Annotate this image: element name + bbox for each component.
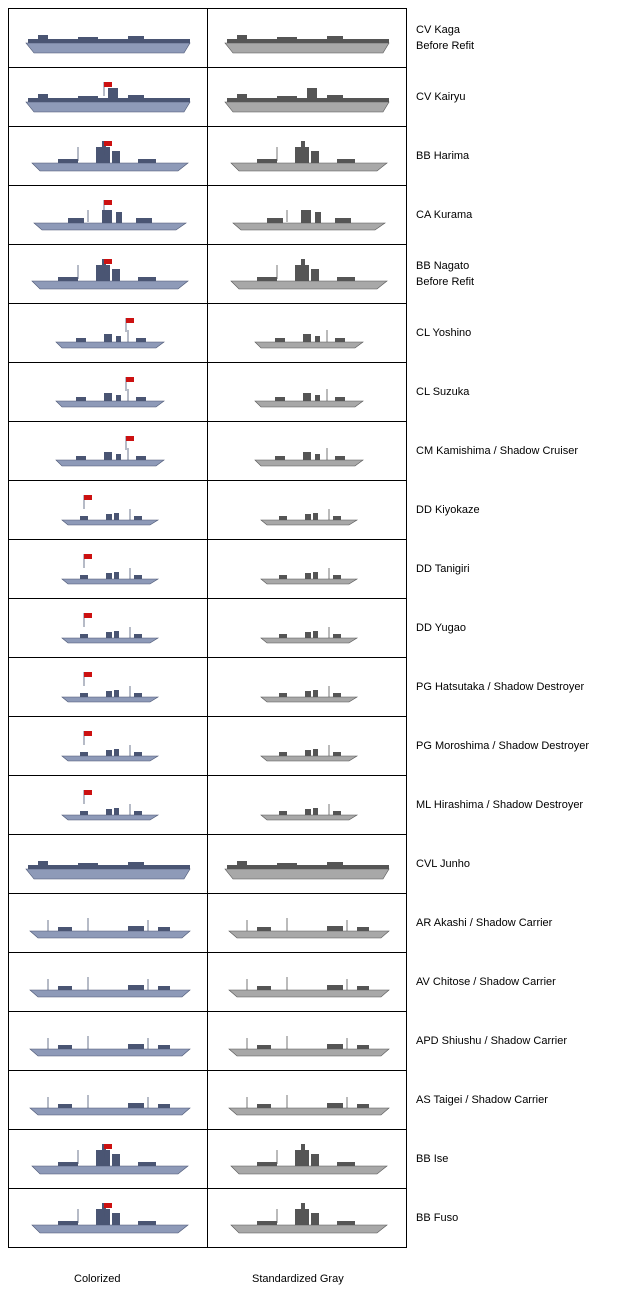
ship-silhouette (18, 662, 198, 712)
colorized-ship-cell (9, 1012, 208, 1071)
colorized-ship-cell (9, 658, 208, 717)
gray-ship-cell (208, 658, 407, 717)
ship-row (9, 776, 407, 835)
colorized-ship-cell (9, 540, 208, 599)
ship-row (9, 894, 407, 953)
gray-ship-cell (208, 953, 407, 1012)
ship-silhouette (217, 721, 397, 771)
ship-name-line: CV Kairyu (416, 90, 466, 103)
ship-name (408, 480, 630, 539)
ship-silhouette (217, 1075, 397, 1125)
colorized-ship-cell (9, 1130, 208, 1189)
ship-name (408, 1188, 630, 1247)
ship-name-line: BB Harima (416, 149, 470, 162)
ship-name (408, 598, 630, 657)
ship-silhouette (18, 1134, 198, 1184)
gray-ship-cell (208, 9, 407, 68)
ship-silhouette (18, 13, 198, 63)
ship-name-line: PG Moroshima / Shadow Destroyer (416, 739, 590, 752)
colorized-ship-cell (9, 1189, 208, 1248)
ship-name (408, 303, 630, 362)
ship-name-line: CM Kamishima / Shadow Cruiser (416, 444, 578, 457)
colorized-ship-cell (9, 776, 208, 835)
ship-silhouette (217, 839, 397, 889)
colorized-ship-cell (9, 127, 208, 186)
ship-name-column (408, 8, 630, 1247)
ship-row (9, 245, 407, 304)
ship-name-line: Before Refit (416, 39, 475, 52)
ship-row (9, 540, 407, 599)
ship-row (9, 599, 407, 658)
gray-ship-cell (208, 540, 407, 599)
colorized-ship-cell (9, 68, 208, 127)
ship-silhouette (18, 957, 198, 1007)
gray-ship-cell (208, 1071, 407, 1130)
ship-name-line: AS Taigei / Shadow Carrier (416, 1093, 548, 1106)
gray-ship-cell (208, 304, 407, 363)
ship-name-line: CVL Junho (416, 857, 471, 870)
ship-name-line: CL Suzuka (416, 385, 470, 398)
ship-silhouette (18, 603, 198, 653)
ship-silhouette (18, 1016, 198, 1066)
gray-ship-cell (208, 599, 407, 658)
ship-name (408, 716, 630, 775)
ship-row (9, 1130, 407, 1189)
ship-silhouette (18, 426, 198, 476)
ship-silhouette (217, 1016, 397, 1066)
ship-silhouette (18, 72, 198, 122)
ship-silhouette (217, 13, 397, 63)
ship-name-line: Before Refit (416, 275, 475, 288)
ship-name-line: ML Hirashima / Shadow Destroyer (416, 798, 584, 811)
ship-name (408, 126, 630, 185)
ship-row (9, 68, 407, 127)
ship-silhouette (18, 1193, 198, 1243)
ship-name (408, 893, 630, 952)
ship-name (408, 952, 630, 1011)
ship-silhouette (217, 603, 397, 653)
ship-silhouette (217, 249, 397, 299)
ship-silhouette (18, 721, 198, 771)
ship-row (9, 304, 407, 363)
colorized-ship-cell (9, 1071, 208, 1130)
ship-row (9, 1189, 407, 1248)
ship-row (9, 9, 407, 68)
ship-name (408, 185, 630, 244)
colorized-ship-cell (9, 599, 208, 658)
ship-name-line: CA Kurama (416, 208, 473, 221)
ship-silhouette (18, 190, 198, 240)
gray-ship-cell (208, 363, 407, 422)
ship-silhouette (18, 839, 198, 889)
ship-row (9, 422, 407, 481)
ship-row (9, 953, 407, 1012)
colorized-ship-cell (9, 481, 208, 540)
gray-ship-cell (208, 1012, 407, 1071)
ship-silhouette (217, 485, 397, 535)
ship-silhouette (217, 308, 397, 358)
ship-silhouette (18, 485, 198, 535)
colorized-ship-cell (9, 186, 208, 245)
ship-silhouette (18, 780, 198, 830)
ship-name-line: AV Chitose / Shadow Carrier (416, 975, 556, 988)
ship-row (9, 363, 407, 422)
ship-silhouette (18, 898, 198, 948)
ship-silhouette (217, 426, 397, 476)
ship-silhouette (217, 898, 397, 948)
ship-row (9, 481, 407, 540)
ship-silhouette (217, 544, 397, 594)
ship-name (408, 834, 630, 893)
ship-silhouette (18, 544, 198, 594)
gray-ship-cell (208, 1130, 407, 1189)
ship-silhouette (217, 780, 397, 830)
gray-ship-cell (208, 717, 407, 776)
ship-name (408, 539, 630, 598)
ship-name-line: BB Ise (416, 1152, 449, 1165)
ship-name-line: DD Tanigiri (416, 562, 470, 575)
gray-ship-cell (208, 68, 407, 127)
gray-ship-cell (208, 422, 407, 481)
ship-row (9, 1012, 407, 1071)
colorized-ship-cell (9, 245, 208, 304)
ship-row (9, 186, 407, 245)
ship-name-line: APD Shiushu / Shadow Carrier (416, 1034, 568, 1047)
colorized-ship-cell (9, 363, 208, 422)
gray-column-label: Standardized Gray (252, 1273, 344, 1285)
ship-row (9, 717, 407, 776)
ship-name-line: PG Hatsutaka / Shadow Destroyer (416, 680, 585, 693)
ship-name (408, 362, 630, 421)
ship-name (408, 67, 630, 126)
ship-name (408, 8, 630, 67)
ship-name (408, 1129, 630, 1188)
ship-silhouette (18, 131, 198, 181)
ship-row (9, 835, 407, 894)
ship-name-line: BB Fuso (416, 1211, 459, 1224)
gray-ship-cell (208, 127, 407, 186)
ship-silhouette (18, 308, 198, 358)
ship-comparison-table (8, 8, 407, 1248)
gray-ship-cell (208, 776, 407, 835)
ship-name (408, 244, 630, 303)
ship-name (408, 657, 630, 716)
colorized-ship-cell (9, 953, 208, 1012)
ship-row (9, 127, 407, 186)
ship-row (9, 658, 407, 717)
ship-silhouette (18, 249, 198, 299)
ship-name-line: AR Akashi / Shadow Carrier (416, 916, 553, 929)
colorized-ship-cell (9, 717, 208, 776)
gray-ship-cell (208, 481, 407, 540)
colorized-ship-cell (9, 894, 208, 953)
ship-row (9, 1071, 407, 1130)
ship-silhouette (217, 662, 397, 712)
gray-ship-cell (208, 245, 407, 304)
colorized-ship-cell (9, 304, 208, 363)
ship-silhouette (217, 72, 397, 122)
colorized-column-label: Colorized (74, 1273, 121, 1285)
ship-silhouette (217, 190, 397, 240)
ship-name (408, 775, 630, 834)
ship-silhouette (217, 131, 397, 181)
ship-silhouette (217, 1193, 397, 1243)
ship-name (408, 1070, 630, 1129)
ship-silhouette (217, 957, 397, 1007)
gray-ship-cell (208, 1189, 407, 1248)
ship-name-line: DD Yugao (416, 621, 466, 634)
ship-name-line: BB Nagato (416, 259, 470, 272)
colorized-ship-cell (9, 835, 208, 894)
ship-name-line: CV Kaga (416, 23, 461, 36)
ship-silhouette (18, 367, 198, 417)
ship-silhouette (217, 1134, 397, 1184)
ship-name-line: CL Yoshino (416, 326, 472, 339)
ship-silhouette (217, 367, 397, 417)
colorized-ship-cell (9, 9, 208, 68)
colorized-ship-cell (9, 422, 208, 481)
ship-name-line: DD Kiyokaze (416, 503, 480, 516)
gray-ship-cell (208, 835, 407, 894)
ship-name (408, 1011, 630, 1070)
ship-silhouette (18, 1075, 198, 1125)
gray-ship-cell (208, 894, 407, 953)
gray-ship-cell (208, 186, 407, 245)
ship-name (408, 421, 630, 480)
